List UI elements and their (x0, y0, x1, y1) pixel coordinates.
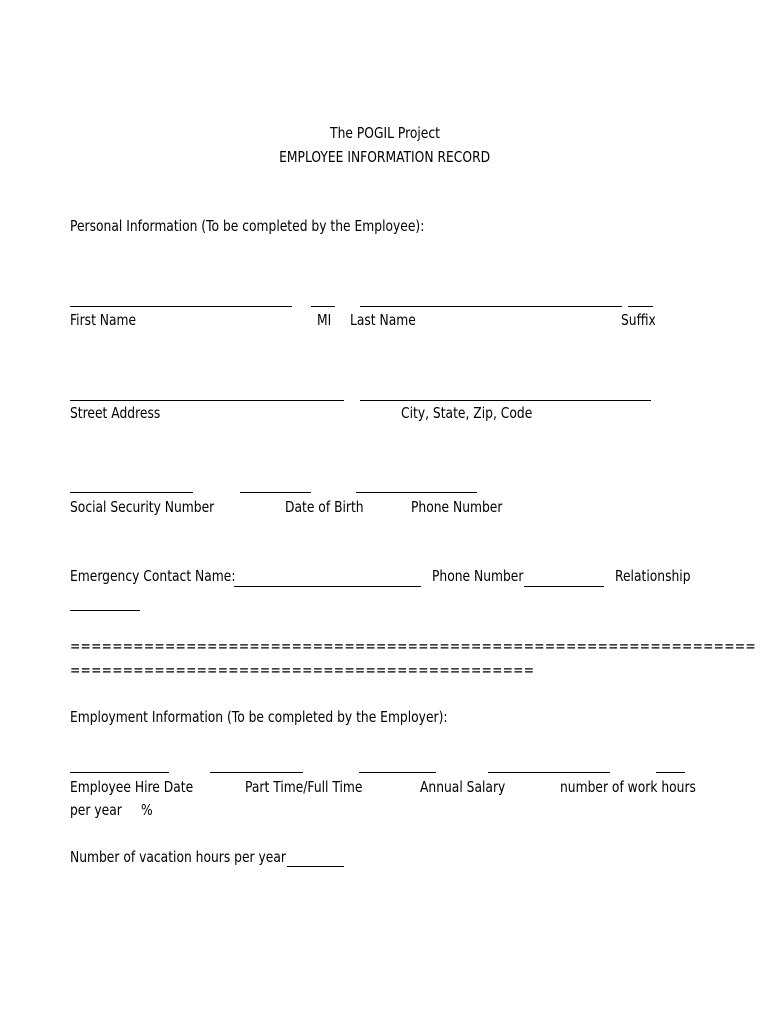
ssn-label: Social Security Number (70, 498, 215, 516)
separator-line-1: ================================================================= (70, 637, 756, 655)
employment-heading: Employment Information (To be completed by the Employer): (70, 708, 448, 726)
phone-label: Phone Number (411, 498, 503, 516)
percent-field[interactable] (656, 772, 685, 773)
org-name: The POGIL Project (330, 124, 440, 142)
relationship-label: Relationship (615, 567, 691, 585)
ssn-field[interactable] (70, 492, 193, 493)
emergency-phone-field[interactable] (524, 586, 604, 587)
first-name-label: First Name (70, 311, 137, 329)
city-state-zip-field[interactable] (360, 400, 651, 401)
separator-line-2: ============================================ (70, 661, 535, 679)
percent-label: % (141, 801, 153, 819)
part-full-label: Part Time/Full Time (245, 778, 363, 796)
form-title: EMPLOYEE INFORMATION RECORD (279, 148, 491, 166)
hire-date-field[interactable] (70, 772, 169, 773)
suffix-field[interactable] (628, 306, 653, 307)
dob-field[interactable] (240, 492, 311, 493)
street-address-field[interactable] (70, 400, 344, 401)
personal-heading: Personal Information (To be completed by the Employee): (70, 217, 425, 235)
vacation-label: Number of vacation hours per year (70, 848, 286, 866)
part-full-field[interactable] (210, 772, 303, 773)
dob-label: Date of Birth (285, 498, 364, 516)
suffix-label: Suffix (621, 311, 656, 329)
vacation-field[interactable] (287, 866, 344, 867)
per-year-label: per year (70, 801, 122, 819)
emergency-phone-label: Phone Number (432, 567, 524, 585)
hire-date-label: Employee Hire Date (70, 778, 194, 796)
mi-label: MI (317, 311, 332, 329)
work-hours-field[interactable] (488, 772, 610, 773)
emergency-contact-field[interactable] (234, 586, 421, 587)
first-name-field[interactable] (70, 306, 292, 307)
last-name-field[interactable] (360, 306, 622, 307)
phone-field[interactable] (356, 492, 477, 493)
annual-salary-field[interactable] (359, 772, 436, 773)
last-name-label: Last Name (350, 311, 416, 329)
street-address-label: Street Address (70, 404, 161, 422)
city-state-zip-label: City, State, Zip, Code (401, 404, 533, 422)
relationship-field[interactable] (70, 610, 140, 611)
emergency-contact-label: Emergency Contact Name: (70, 567, 236, 585)
work-hours-label: number of work hours (560, 778, 696, 796)
mi-field[interactable] (311, 306, 335, 307)
annual-salary-label: Annual Salary (420, 778, 506, 796)
